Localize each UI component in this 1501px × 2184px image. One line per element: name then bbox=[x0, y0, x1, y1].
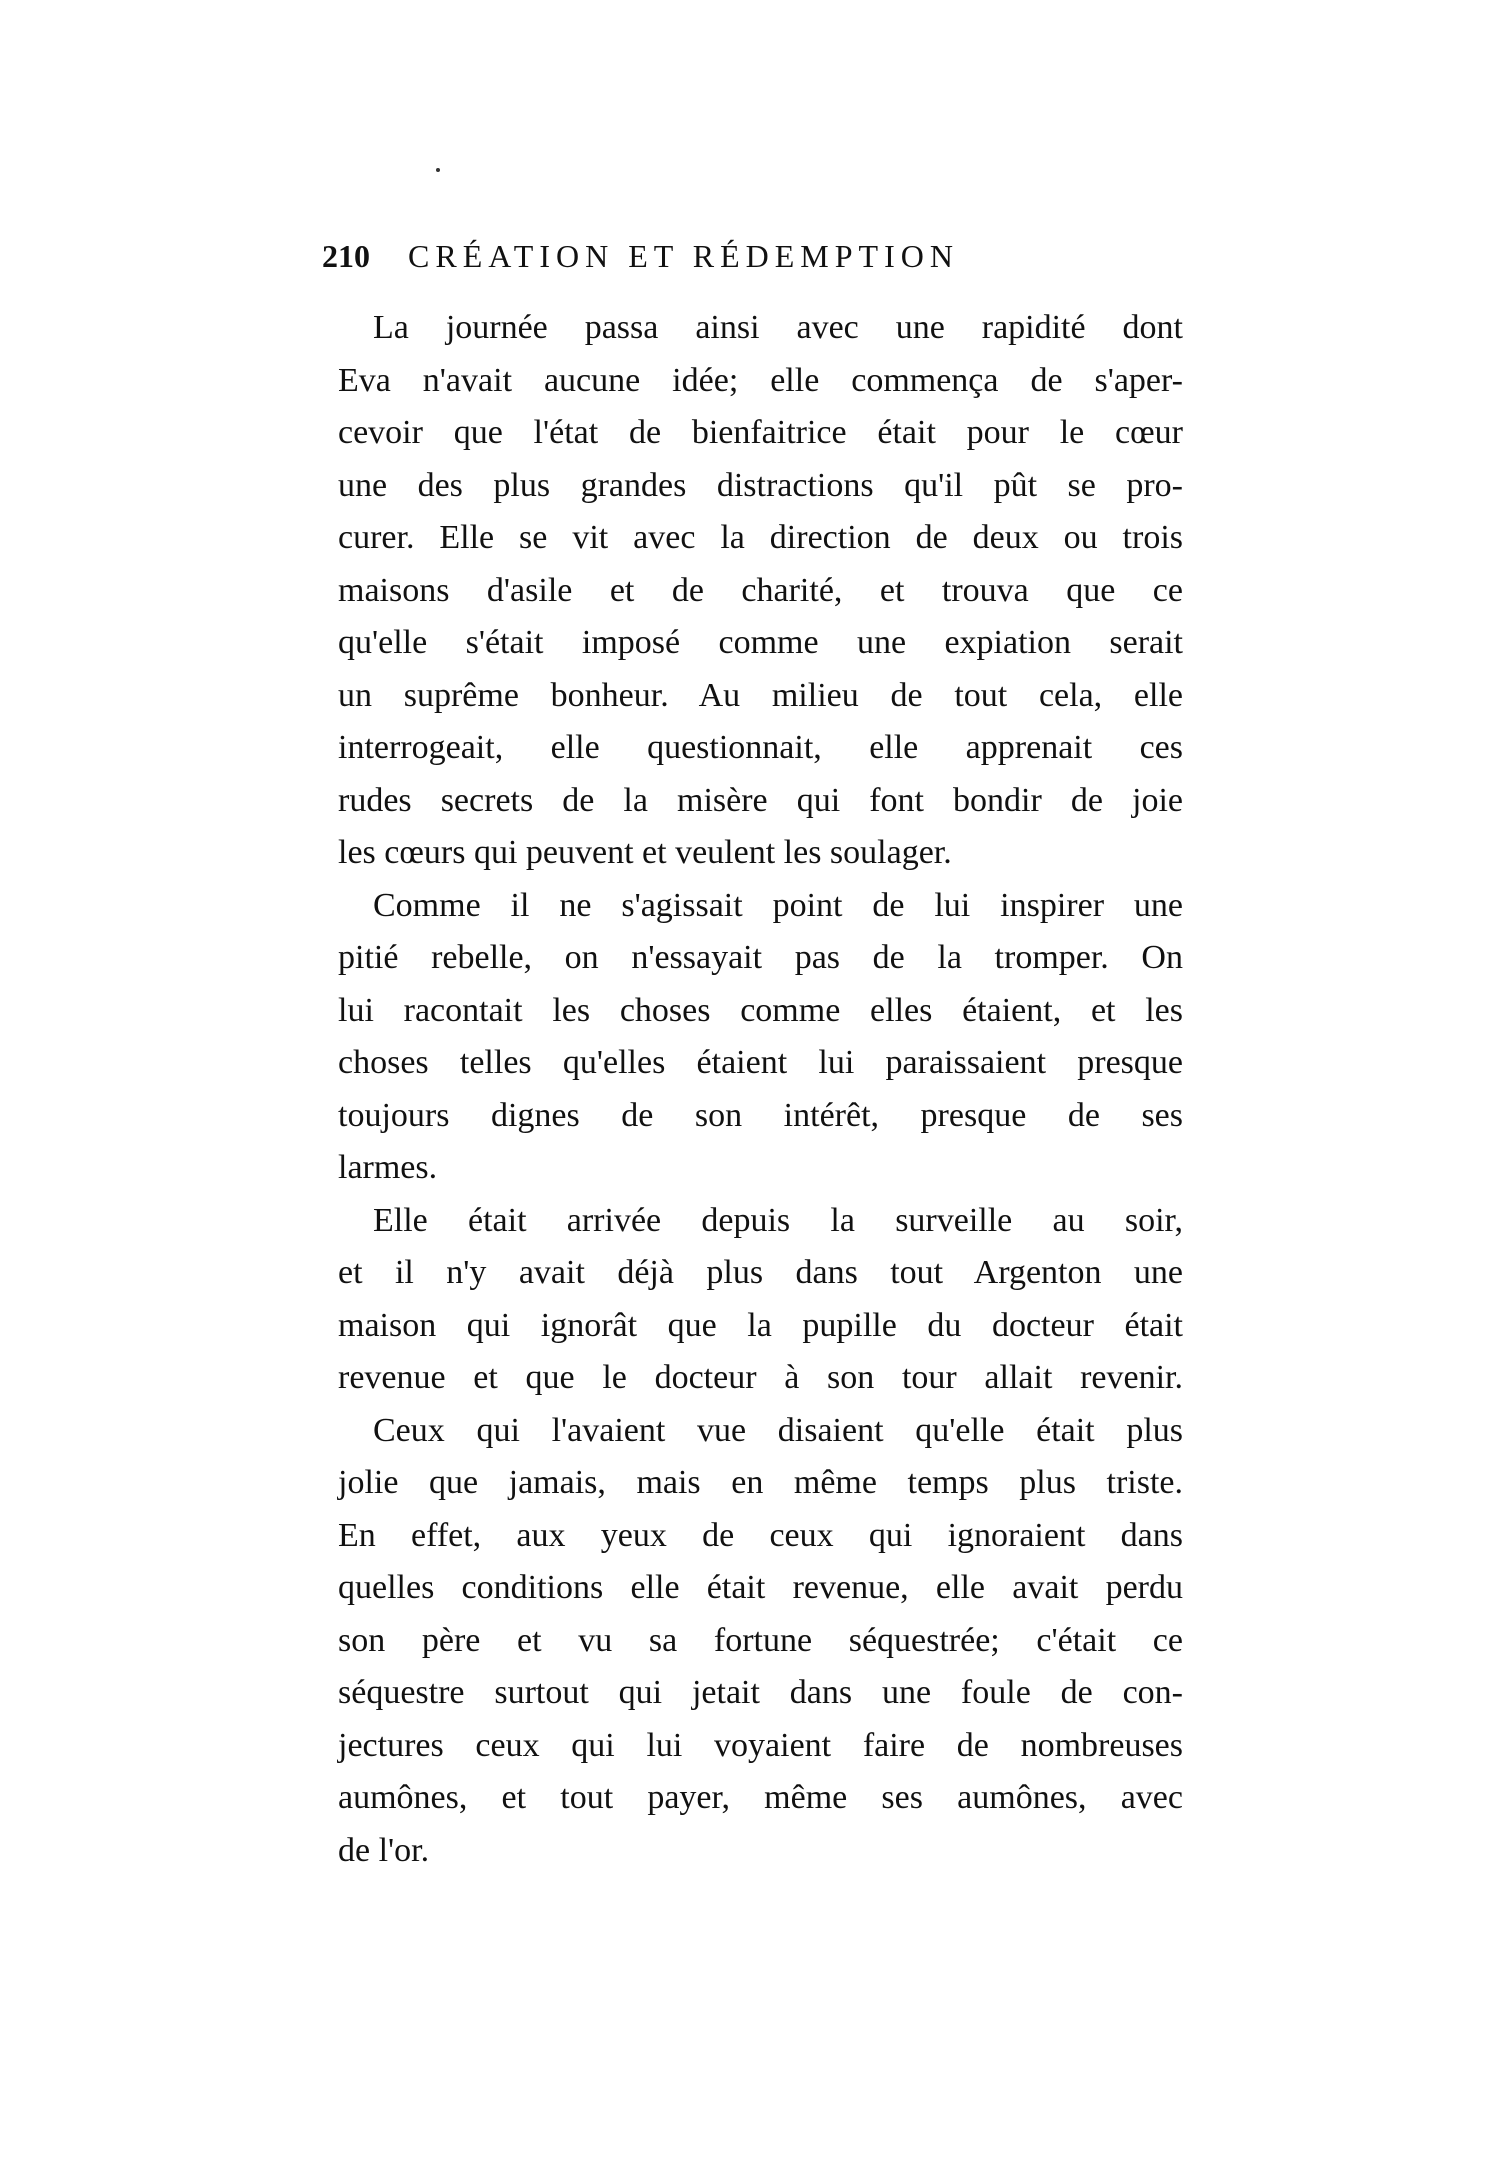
text-line: curer. Elle se vit avec la direction de deux ou trois bbox=[338, 519, 1183, 556]
text-line: Ceux qui l'avaient vue disaient qu'elle était plus bbox=[373, 1411, 1183, 1449]
text-line: rudes secrets de la misère qui font bondir de joie bbox=[338, 781, 1183, 819]
page-number: 210 bbox=[322, 238, 370, 274]
text-line: de l'or. bbox=[338, 1831, 430, 1869]
running-title: CRÉATION ET RÉDEMPTION bbox=[408, 238, 959, 274]
paragraph bbox=[338, 302, 1183, 880]
paragraph bbox=[338, 1195, 1183, 1405]
text-line: quelles conditions elle était revenue, elle avait perdu bbox=[338, 1569, 1183, 1606]
text-line: jectures ceux qui lui voyaient faire de nombreuses bbox=[338, 1726, 1183, 1764]
text-line: lui racontait les choses comme elles étaient, et les bbox=[338, 991, 1183, 1029]
running-header bbox=[322, 238, 959, 275]
text-line: interrogeait, elle questionnait, elle apprenait ces bbox=[338, 729, 1183, 766]
speck bbox=[436, 168, 440, 172]
text-line: et il n'y avait déjà plus dans tout Argenton une bbox=[338, 1254, 1183, 1291]
text-line: Eva n'avait aucune idée; elle commença de s'aper- bbox=[338, 361, 1183, 399]
page-body bbox=[338, 302, 1183, 1877]
text-line: son père et vu sa fortune séquestrée; c'était ce bbox=[338, 1621, 1183, 1659]
text-line: un suprême bonheur. Au milieu de tout cela, elle bbox=[338, 676, 1183, 714]
text-line: cevoir que l'état de bienfaitrice était pour le cœur bbox=[338, 414, 1183, 451]
text-line: qu'elle s'était imposé comme une expiation serait bbox=[338, 624, 1183, 661]
text-line: une des plus grandes distractions qu'il pût se pro- bbox=[338, 466, 1183, 504]
text-line: choses telles qu'elles étaient lui paraissaient presque bbox=[338, 1044, 1183, 1081]
text-line: En effet, aux yeux de ceux qui ignoraient dans bbox=[338, 1516, 1183, 1554]
text-line: Elle était arrivée depuis la surveille au soir, bbox=[373, 1201, 1183, 1239]
text-line: maison qui ignorât que la pupille du docteur était bbox=[338, 1306, 1183, 1344]
paragraph bbox=[338, 880, 1183, 1195]
paragraph bbox=[338, 1405, 1183, 1878]
text-line: aumônes, et tout payer, même ses aumônes, avec bbox=[338, 1779, 1183, 1816]
text-line: pitié rebelle, on n'essayait pas de la tromper. On bbox=[338, 939, 1183, 976]
text-line: toujours dignes de son intérêt, presque de ses bbox=[338, 1096, 1183, 1134]
text-line: les cœurs qui peuvent et veulent les soulager. bbox=[338, 834, 952, 871]
text-line: La journée passa ainsi avec une rapidité dont bbox=[373, 309, 1183, 346]
text-line: larmes. bbox=[338, 1149, 438, 1186]
text-line: revenue et que le docteur à son tour allait revenir. bbox=[338, 1359, 1183, 1396]
text-line: maisons d'asile et de charité, et trouva que ce bbox=[338, 571, 1183, 609]
text-line: séquestre surtout qui jetait dans une foule de con- bbox=[338, 1674, 1183, 1711]
text-line: jolie que jamais, mais en même temps plus triste. bbox=[338, 1464, 1183, 1501]
text-line: Comme il ne s'agissait point de lui inspirer une bbox=[373, 886, 1183, 924]
